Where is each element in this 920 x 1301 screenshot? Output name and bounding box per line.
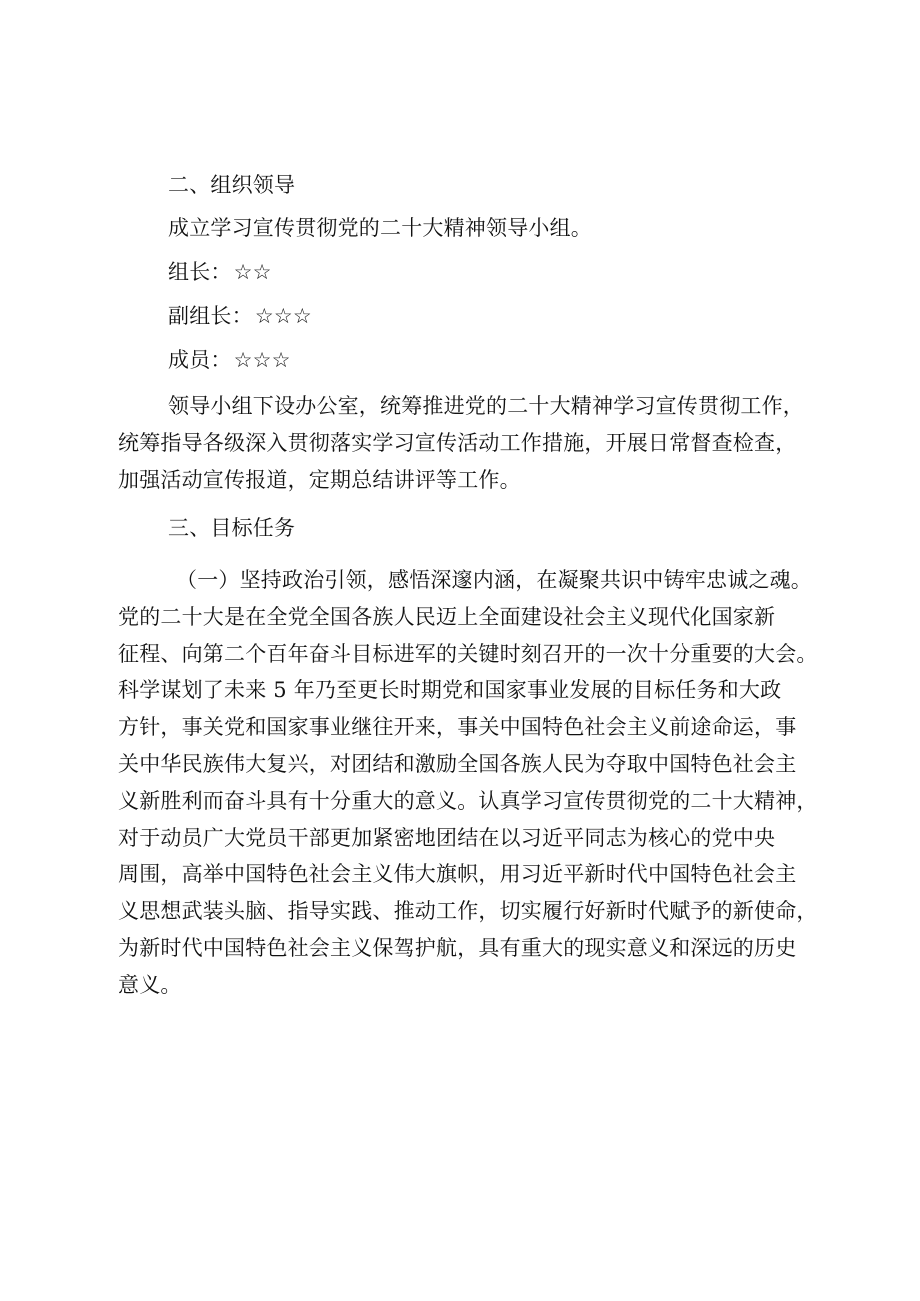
paragraph-line: 领导小组下设办公室，统筹推进党的二十大精神学习宣传贯彻工作， bbox=[168, 394, 804, 418]
paragraph-line: 义思想武装头脑、指导实践、推动工作，切实履行好新时代赋予的新使命， bbox=[118, 899, 818, 924]
paragraph-line: 党的二十大是在全党全国各族人民迈上全面建设社会主义现代化国家新 bbox=[118, 604, 776, 629]
role-members bbox=[118, 343, 808, 377]
paragraph-line: 征程、向第二个百年奋斗目标进军的关键时刻召开的一次十分重要的大会。 bbox=[118, 641, 818, 666]
leading-group-intro: 成立学习宣传贯彻党的二十大精神领导小组。 bbox=[168, 216, 592, 240]
paragraph-line: 意义。 bbox=[118, 972, 182, 997]
paragraph-line: 方针，事关党和国家事业继往开来，事关中国特色社会主义前途命运，事 bbox=[118, 715, 797, 740]
paragraph-line: 对于动员广大党员干部更加紧密地团结在以习近平同志为核心的党中央 bbox=[118, 825, 776, 850]
paragraph-line: 关中华民族伟大复兴，对团结和激励全国各族人民为夺取中国特色社会主 bbox=[118, 751, 797, 776]
role-leader-stars: ☆☆ bbox=[233, 260, 272, 284]
paragraph-line: 为新时代中国特色社会主义保驾护航，具有重大的现实意义和深远的历史 bbox=[118, 935, 797, 960]
paragraph-line: 科学谋划了未来 5 年乃至更长时期党和国家事业发展的目标任务和大政 bbox=[118, 678, 782, 703]
role-leader-label: 组长： bbox=[168, 260, 232, 284]
role-leader bbox=[118, 255, 808, 289]
paragraph-line: 统筹指导各级深入贯彻落实学习宣传活动工作措施，开展日常督查检查， bbox=[118, 431, 797, 455]
paragraph-line: 周围，高举中国特色社会主义伟大旗帜，用习近平新时代中国特色社会主 bbox=[118, 862, 797, 887]
role-members-label: 成员： bbox=[168, 348, 232, 372]
role-deputy-leader bbox=[118, 299, 808, 333]
document-body bbox=[118, 168, 818, 1004]
role-members-stars: ☆☆☆ bbox=[233, 348, 291, 372]
paragraph-line: 加强活动宣传报道，定期总结讲评等工作。 bbox=[118, 468, 521, 492]
paragraph-line: （一）坚持政治引领，感悟深邃内涵，在凝聚共识中铸牢忠诚之魂。 bbox=[176, 568, 812, 592]
paragraph-line: 义新胜利而奋斗具有十分重大的意义。认真学习宣传贯彻党的二十大精神， bbox=[118, 788, 818, 813]
role-deputy-leader-stars: ☆☆☆ bbox=[254, 304, 312, 328]
goals-paragraph bbox=[118, 562, 818, 1004]
section-heading-goals: 三、目标任务 bbox=[168, 516, 296, 540]
office-paragraph bbox=[118, 388, 808, 499]
section-heading-organization: 二、组织领导 bbox=[168, 173, 296, 197]
role-deputy-leader-label: 副组长： bbox=[168, 304, 253, 328]
